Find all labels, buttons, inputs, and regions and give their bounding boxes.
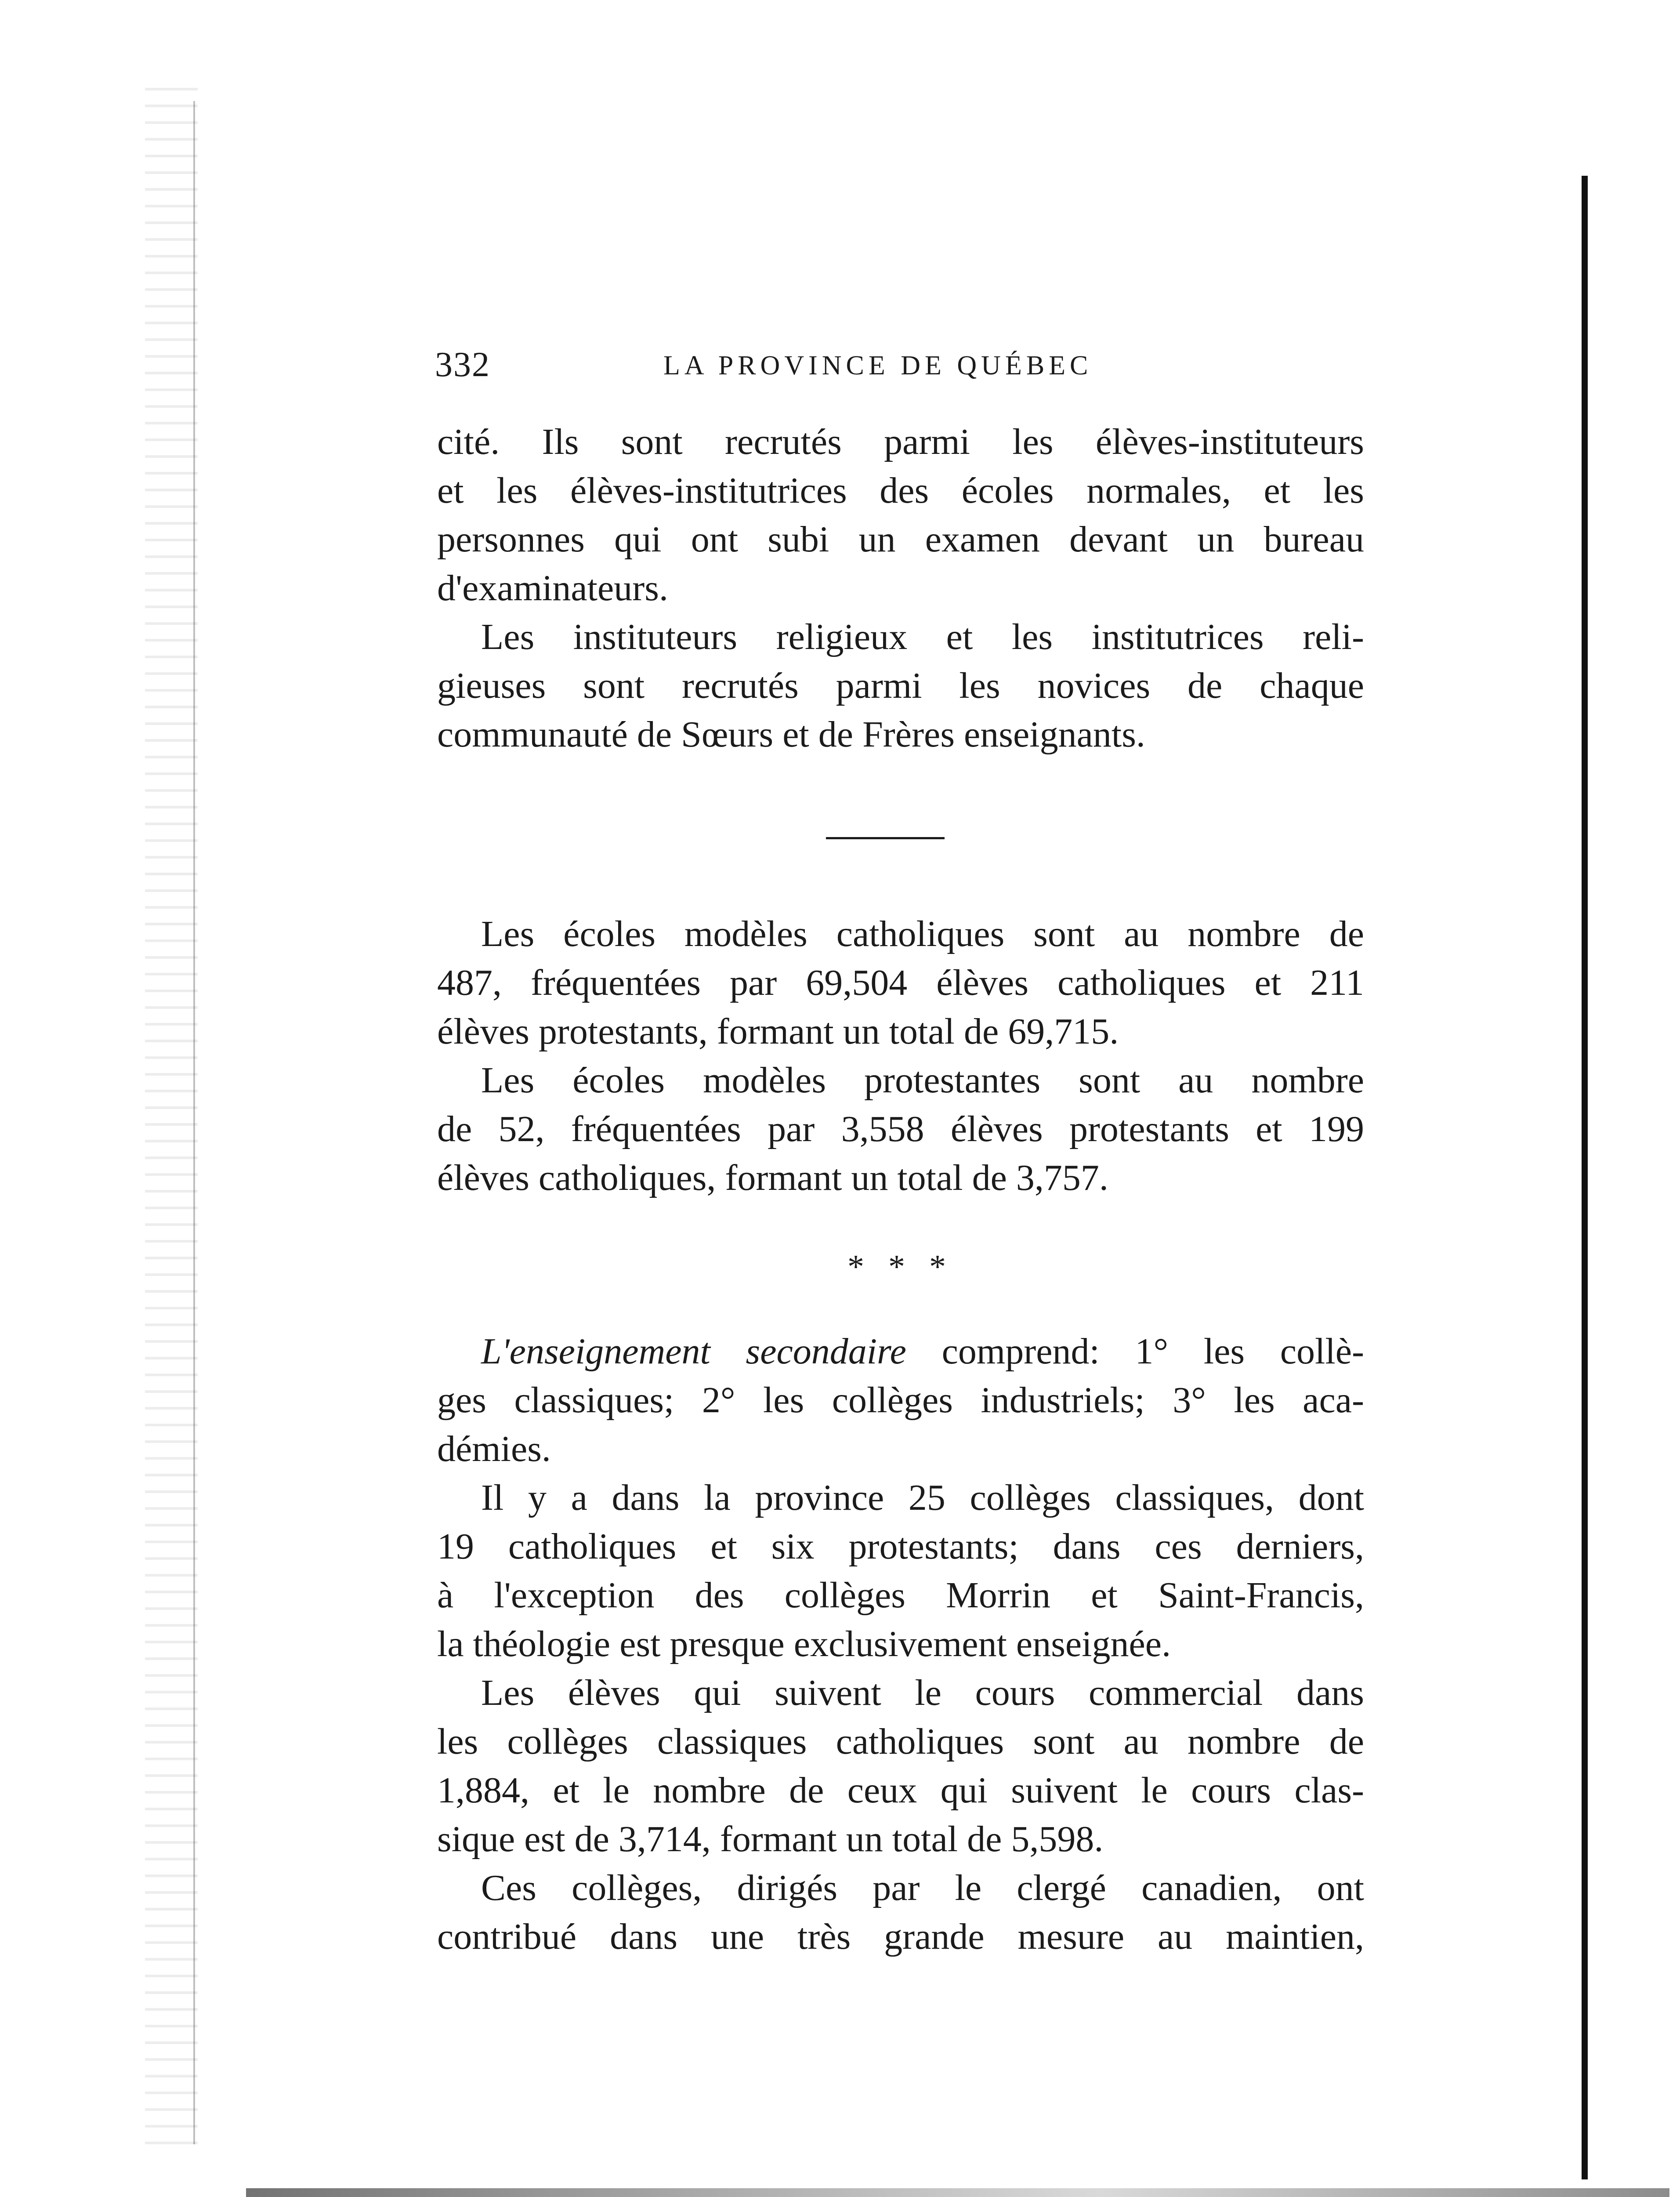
- text-line-rest: comprend: 1° les collè-: [906, 1331, 1364, 1372]
- text-line: 19 catholiques et six protestants; dans ces derniers,: [437, 1526, 1364, 1567]
- text-line: gieuses sont recrutés parmi les novices de chaque: [437, 665, 1364, 706]
- section-asterisms: * * *: [847, 1248, 954, 1285]
- text-line: 1,884, et le nombre de ceux qui suivent le cours clas-: [437, 1770, 1364, 1811]
- paragraph-block-1: [437, 417, 1364, 759]
- emphasis-text: L'enseignement secondaire: [481, 1331, 906, 1372]
- text-line: et les élèves-institutrices des écoles normales, et les: [437, 470, 1364, 511]
- text-line: élèves catholiques, formant un total de 3,757.: [437, 1157, 1108, 1198]
- text-line: Il y a dans la province 25 collèges classiques, dont: [481, 1477, 1364, 1518]
- scan-gutter-shadow: [145, 88, 198, 2153]
- running-head: [435, 345, 1568, 398]
- text-line: Ces collèges, dirigés par le clergé canadien, ont: [481, 1867, 1364, 1908]
- text-line: sique est de 3,714, formant un total de 5,598.: [437, 1819, 1104, 1860]
- text-line: à l'exception des collèges Morrin et Saint-Francis,: [437, 1575, 1364, 1616]
- text-line: Les écoles modèles catholiques sont au nombre de: [481, 914, 1364, 954]
- text-line: Les élèves qui suivent le cours commercial dans: [481, 1672, 1364, 1713]
- scan-gutter-line: [193, 101, 195, 2144]
- text-line: ges classiques; 2° les collèges industriels; 3° les aca-: [437, 1380, 1364, 1421]
- section-rule: [826, 837, 945, 839]
- text-line: [437, 1327, 1364, 1376]
- text-line: Les écoles modèles protestantes sont au nombre: [481, 1060, 1364, 1101]
- text-line: élèves protestants, formant un total de 69,715.: [437, 1011, 1119, 1052]
- text-line: cité. Ils sont recrutés parmi les élèves-instituteurs: [437, 421, 1364, 462]
- paragraph-block-3: [437, 1327, 1364, 1961]
- text-line: la théologie est presque exclusivement enseignée.: [437, 1624, 1171, 1664]
- page-number: 332: [435, 345, 490, 384]
- paragraph-block-2: [437, 910, 1364, 1202]
- page-edge-right: [1582, 176, 1588, 2179]
- text-line: 487, fréquentées par 69,504 élèves catholiques et 211: [437, 962, 1364, 1003]
- text-line: personnes qui ont subi un examen devant un bureau: [437, 519, 1364, 560]
- text-line: contribué dans une très grande mesure au maintien,: [437, 1916, 1364, 1957]
- text-line: démies.: [437, 1428, 551, 1469]
- text-line: d'examinateurs.: [437, 568, 668, 609]
- text-line: communauté de Sœurs et de Frères enseignants.: [437, 714, 1145, 755]
- running-title: LA PROVINCE DE QUÉBEC: [663, 351, 1093, 381]
- page-edge-bottom: [246, 2188, 1669, 2197]
- text-line: de 52, fréquentées par 3,558 élèves protestants et 199: [437, 1109, 1364, 1149]
- text-line: Les instituteurs religieux et les institutrices reli-: [481, 616, 1364, 657]
- text-line: les collèges classiques catholiques sont au nombre de: [437, 1721, 1364, 1762]
